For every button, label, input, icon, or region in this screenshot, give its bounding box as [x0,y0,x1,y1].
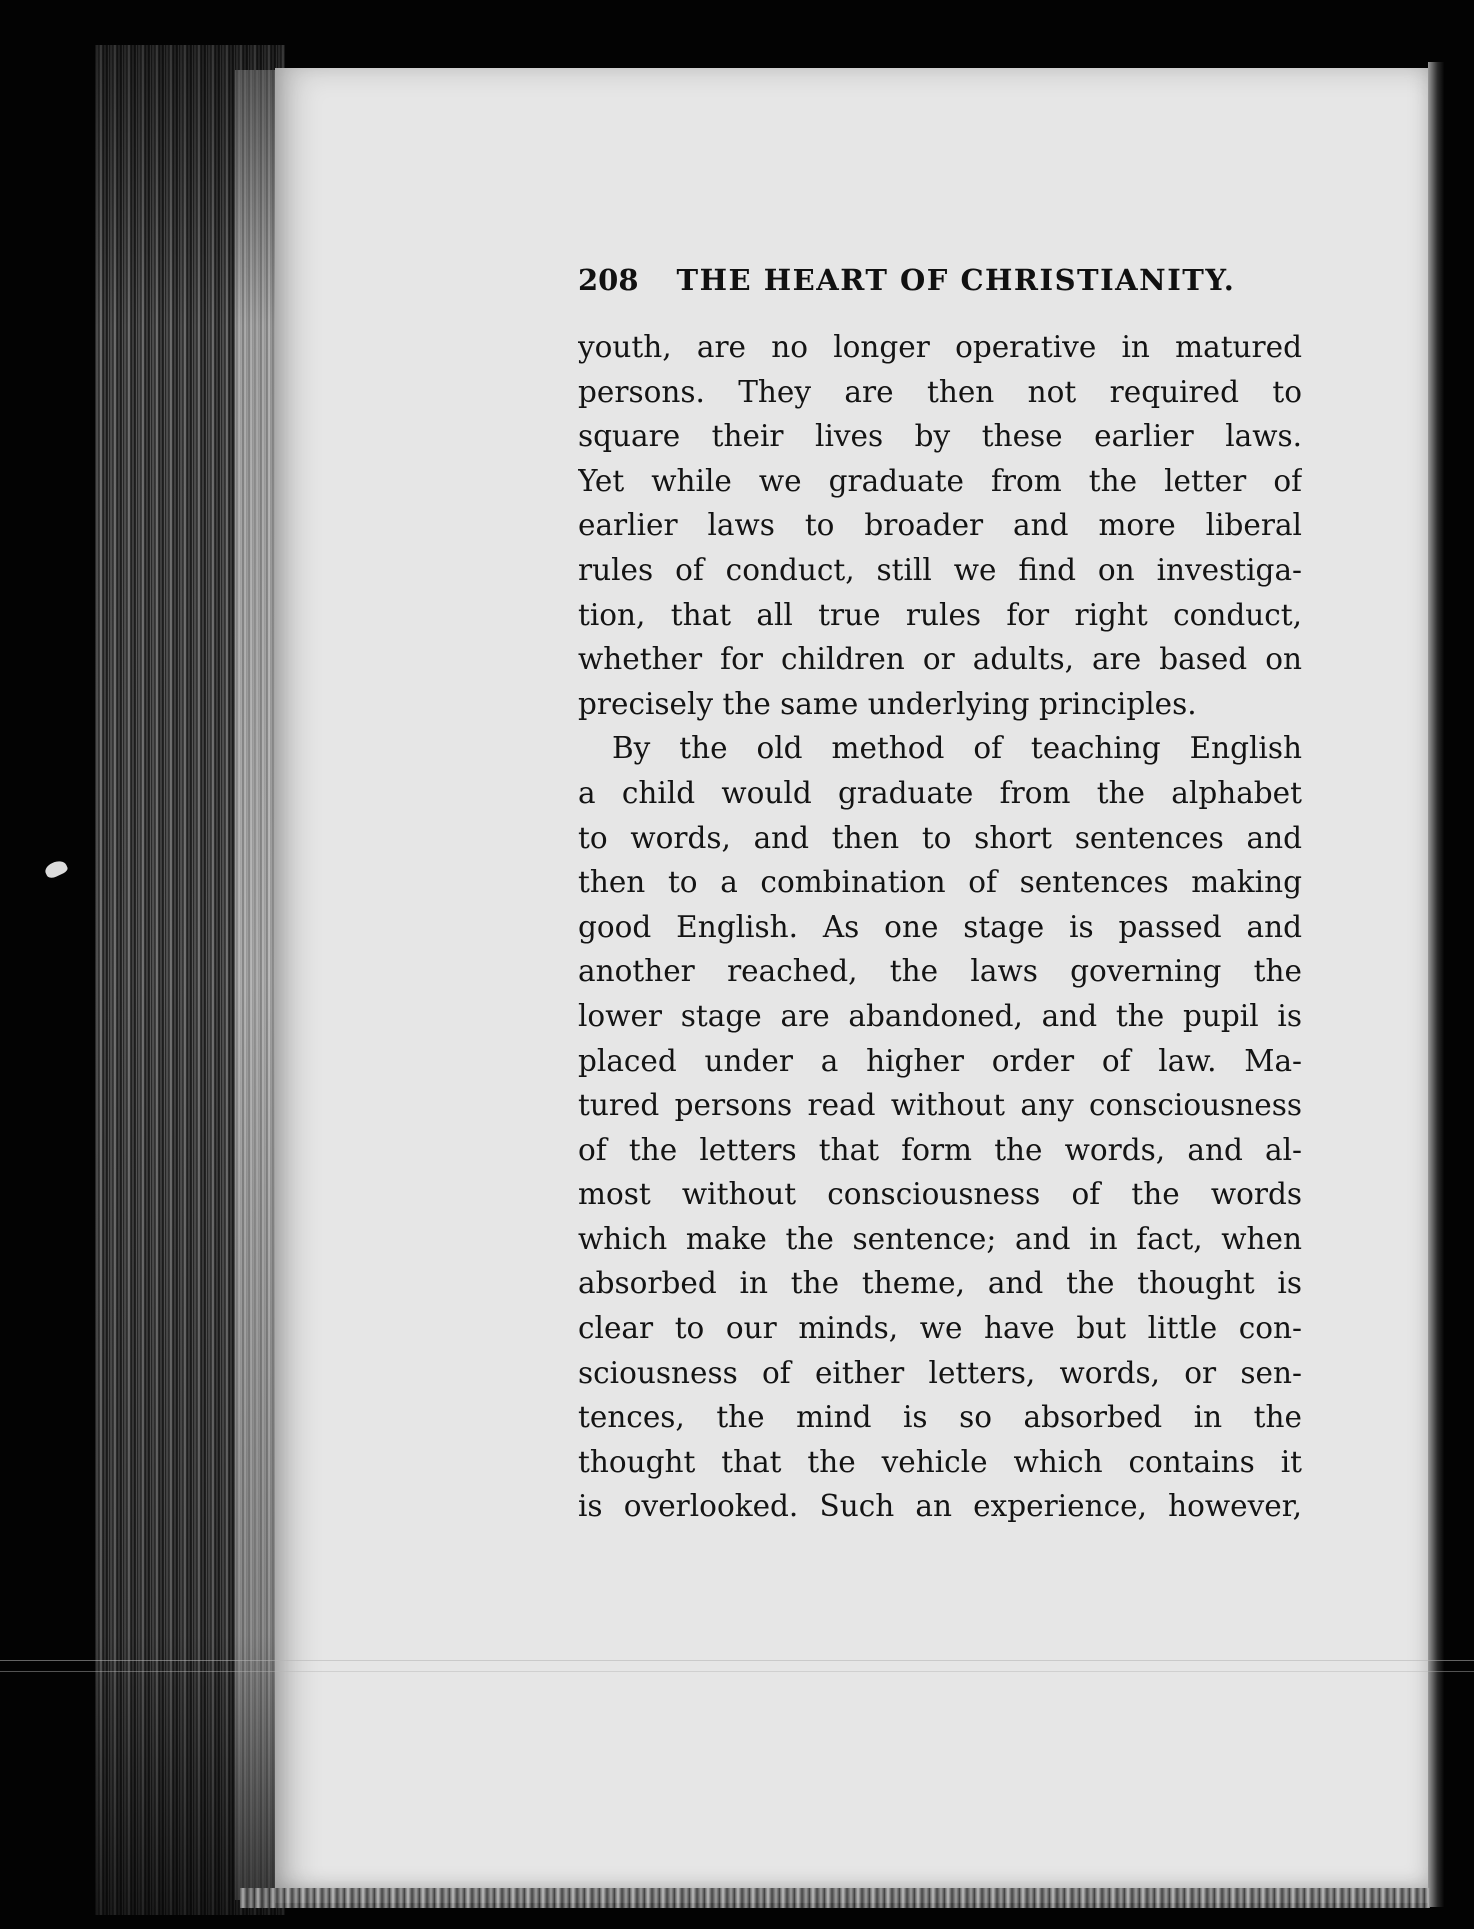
page-right-edge [1428,62,1444,1907]
text-line: precisely the same underlying principles. [578,686,1197,721]
scan-blemish [43,858,69,880]
text-line: tured persons read without any consciousness [578,1088,1302,1123]
text-line: is overlooked. Such an experience, however, [578,1489,1302,1524]
text-line: most without consciousness of the words [578,1177,1302,1212]
text-line: thought that the vehicle which contains it [578,1444,1302,1479]
text-line: By the old method of teaching English [612,731,1302,766]
text-line: lower stage are abandoned, and the pupil is [578,998,1302,1033]
text-line: sciousness of either letters, words, or sen- [578,1355,1302,1390]
text-line: absorbed in the theme, and the thought is [578,1266,1302,1301]
text-line: tion, that all true rules for right conduct, [578,597,1302,632]
text-line: to words, and then to short sentences and [578,820,1302,855]
text-line: Yet while we graduate from the letter of [578,463,1302,498]
running-title: THE HEART OF CHRISTIANITY. [676,263,1236,297]
text-line: then to a combination of sentences making [578,865,1302,900]
scanner-artifact-line [0,1660,1474,1672]
text-line: whether for children or adults, are based on [578,642,1302,677]
page-bottom-edge [240,1888,1430,1908]
text-line: youth, are no longer operative in matured [578,330,1302,364]
text-line: good English. As one stage is passed and [578,909,1302,944]
text-line: persons. They are then not required to [578,374,1302,409]
text-line: which make the sentence; and in fact, when [578,1221,1302,1256]
text-line: tences, the mind is so absorbed in the [578,1400,1302,1435]
book-edge-shadow [95,45,285,1915]
body-text [578,325,1302,1529]
text-line: of the letters that form the words, and al- [578,1132,1302,1167]
text-line: a child would graduate from the alphabet [578,775,1302,810]
text-line: square their lives by these earlier laws. [578,419,1302,454]
text-line: rules of conduct, still we find on investiga- [578,552,1302,587]
page-number: 208 [578,263,639,297]
text-line: placed under a higher order of law. Ma- [578,1043,1302,1078]
running-head [578,263,1298,297]
text-line: clear to our minds, we have but little con- [578,1311,1302,1346]
text-line: another reached, the laws governing the [578,954,1302,989]
text-line: earlier laws to broader and more liberal [578,508,1302,543]
